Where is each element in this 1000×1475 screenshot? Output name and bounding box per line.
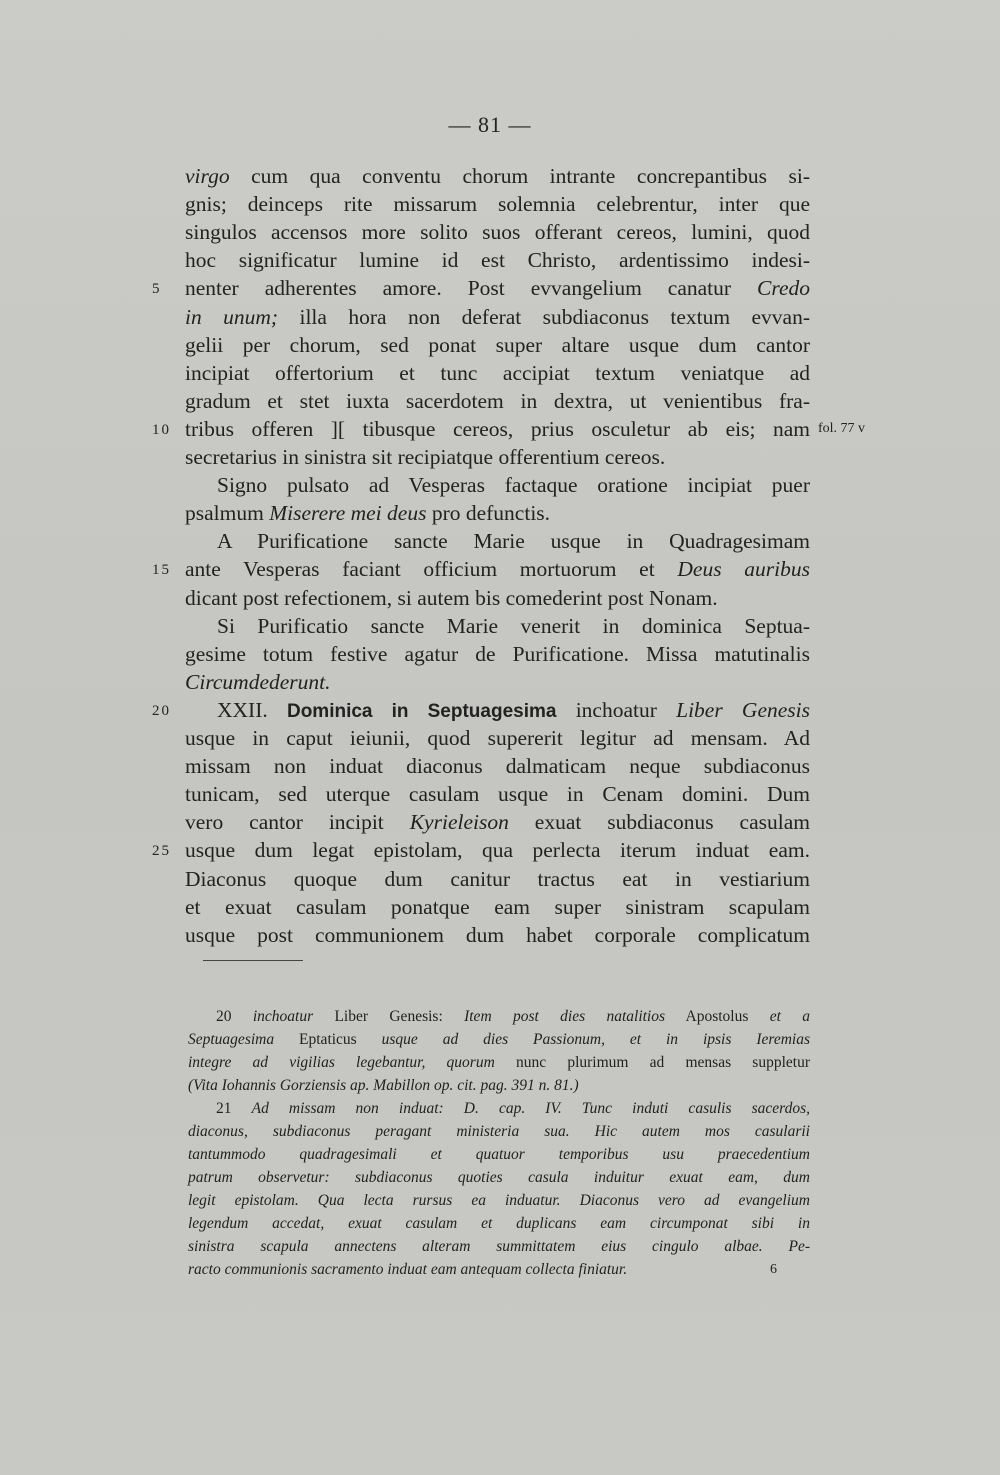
italic-text: usque ad dies Passionum, et in ipsis Ieremias	[381, 1031, 810, 1048]
text-line	[185, 162, 810, 190]
text-line	[185, 499, 810, 527]
italic-text: et a	[769, 1008, 811, 1025]
text-line	[185, 668, 810, 696]
italic-text: sinistra scapula annectens alteram summittatem eius cingulo albae. Pe-	[188, 1238, 810, 1255]
italic-text: legit epistolam. Qua lecta rursus ea induatur. Diaconus vero ad evangelium	[188, 1192, 810, 1209]
italic-text: integre ad vigilias legebantur, quorum	[188, 1054, 495, 1071]
line-number: 25	[152, 843, 171, 860]
text-line	[185, 921, 810, 949]
text-run: ante Vesperas faciant officium mortuorum et	[185, 557, 678, 582]
footnote-line	[188, 1121, 810, 1143]
text-run: XXII.	[217, 697, 287, 722]
italic-text: (Vita Iohannis Gorziensis ap. Mabillon op. cit. pag. 391 n. 81.)	[188, 1077, 579, 1094]
text-run: gesime totum festive agatur de Purificatione. Missa matutinalis	[185, 641, 810, 666]
text-run: inchoatur	[556, 697, 677, 722]
footnote-line	[188, 1259, 810, 1281]
text-line	[185, 836, 810, 864]
text-run: incipiat offertorium et tunc accipiat textum veniatque ad	[185, 360, 810, 385]
text-line	[185, 808, 810, 836]
text-line	[185, 612, 810, 640]
text-line	[185, 359, 810, 387]
text-run: nunc plurimum ad mensas suppletur	[494, 1054, 810, 1071]
footnote-line	[188, 1236, 810, 1258]
italic-text: Circumdederunt.	[185, 669, 331, 694]
text-run: tunicam, sed uterque casulam usque in Cenam domini. Dum	[185, 782, 810, 807]
text-run: pro defunctis.	[426, 501, 551, 526]
text-run: hoc significatur lumine id est Christo, ardentissimo indesi-	[185, 248, 810, 273]
text-line	[185, 190, 810, 218]
page-number: — 81 —	[448, 112, 532, 137]
text-line	[185, 303, 810, 331]
text-run: cum qua conventu chorum intrante concrepantibus si-	[229, 164, 810, 188]
text-line	[185, 724, 810, 752]
text-line	[185, 780, 810, 808]
text-line	[185, 443, 810, 471]
text-line	[185, 555, 810, 583]
footnote-line	[188, 1052, 810, 1074]
italic-text: Item post dies natalitios	[464, 1008, 666, 1025]
footnote-line	[188, 1144, 810, 1166]
italic-text: legendum accedat, exuat casulam et duplicans eam circumponat sibi in	[188, 1215, 810, 1232]
text-run: 20	[216, 1008, 253, 1025]
footnote-line	[188, 1029, 810, 1051]
text-run: tribus offeren ][ tibusque cereos, prius osculetur ab eis; nam	[185, 416, 810, 441]
text-run: psalmum	[185, 501, 270, 526]
text-line	[185, 387, 810, 415]
text-line	[185, 752, 810, 780]
footnote-line	[188, 1190, 810, 1212]
text-run: vero cantor incipit	[185, 810, 410, 835]
text-line	[185, 527, 810, 555]
signature-mark: 6	[770, 1262, 777, 1277]
text-run: usque in caput ieiunii, quod supererit legitur ad mensam. Ad	[185, 726, 810, 750]
text-run: nenter adherentes amore. Post evvangelium canatur	[185, 276, 758, 301]
text-run: missam non induat diaconus dalmaticam neque subdiaconus	[185, 754, 810, 779]
text-run: Diaconus quoque dum canitur tractus eat in vestiarium	[185, 866, 810, 891]
italic-text: Credo	[757, 276, 810, 301]
footnote-line	[188, 1167, 810, 1189]
text-line	[185, 865, 810, 893]
text-run: singulos accensos more solito suos offerant cereos, lumini, quod	[185, 220, 810, 245]
text-run: exuat subdiaconus casulam	[508, 810, 810, 835]
text-run: dicant post refectionem, si autem bis comederint post Nonam.	[185, 585, 718, 610]
text-run: et exuat casulam ponatque eam super sinistram scapulam	[185, 894, 810, 919]
text-run: Apostolus	[665, 1008, 770, 1025]
text-run: Liber Genesis:	[313, 1008, 465, 1025]
text-line	[185, 640, 810, 668]
line-number: 5	[152, 281, 162, 298]
footnote-line	[188, 1213, 810, 1235]
italic-text: inchoatur	[252, 1008, 314, 1025]
text-run: 21	[216, 1100, 252, 1117]
folio-margin-note: fol. 77 v	[818, 420, 866, 436]
line-number: 10	[152, 421, 171, 438]
italic-text: Liber Genesis	[676, 697, 810, 722]
text-run: Si Purificatio sancte Marie venerit in dominica Septua-	[217, 613, 810, 638]
text-run: gnis; deinceps rite missarum solemnia celebrentur, inter que	[185, 192, 810, 217]
footnote-line	[188, 1006, 810, 1028]
text-line	[185, 471, 810, 499]
text-line	[185, 696, 810, 724]
italic-text: Ad missam non induat: D. cap. IV. Tunc induti casulis sacerdos,	[251, 1100, 811, 1117]
footnote-separator	[203, 960, 303, 961]
text-line	[185, 218, 810, 246]
italic-text: racto communionis sacramento induat eam antequam collecta finiatur.	[188, 1261, 628, 1278]
footnote-line	[188, 1098, 810, 1120]
text-line	[185, 331, 810, 359]
italic-text: in unum;	[185, 304, 279, 329]
text-line	[185, 274, 810, 302]
text-line	[185, 893, 810, 921]
text-run: usque post communionem dum habet corporale complicatum	[185, 922, 810, 947]
italic-text: patrum observetur: subdiaconus quoties casula induitur exuat eam, dum	[188, 1169, 810, 1186]
text-line	[185, 246, 810, 274]
text-run: Signo pulsato ad Vesperas factaque oratione incipiat puer	[217, 473, 810, 498]
text-run: gradum et stet iuxta sacerdotem in dextra, ut venientibus fra-	[185, 388, 810, 413]
italic-text: Miserere mei deus	[269, 501, 427, 526]
line-number: 20	[152, 702, 171, 719]
line-number: 15	[152, 562, 171, 579]
text-run: Eptaticus	[274, 1031, 382, 1048]
text-line	[185, 415, 810, 443]
text-line	[185, 584, 810, 612]
italic-text: Kyrieleison	[409, 810, 509, 835]
italic-text: Septuagesima	[188, 1031, 275, 1048]
text-run: usque dum legat epistolam, qua perlecta iterum induat eam.	[185, 838, 810, 863]
bold-heading-text: Dominica in Septuagesima	[286, 700, 557, 722]
text-run: secretarius in sinistra sit recipiatque offerentium cereos.	[185, 445, 666, 469]
text-run: A Purificatione sancte Marie usque in Quadragesimam	[217, 529, 810, 554]
text-run: illa hora non deferat subdiaconus textum evvan-	[278, 304, 810, 329]
italic-text: tantummodo quadragesimali et quatuor temporibus usu praecedentium	[188, 1146, 810, 1163]
italic-text: Deus auribus	[677, 557, 810, 582]
text-run: gelii per chorum, sed ponat super altare usque dum cantor	[185, 332, 810, 357]
italic-text: virgo	[185, 164, 230, 188]
footnote-line	[188, 1075, 810, 1097]
italic-text: diaconus, subdiaconus peragant ministeria sua. Hic autem mos casularii	[188, 1123, 810, 1140]
